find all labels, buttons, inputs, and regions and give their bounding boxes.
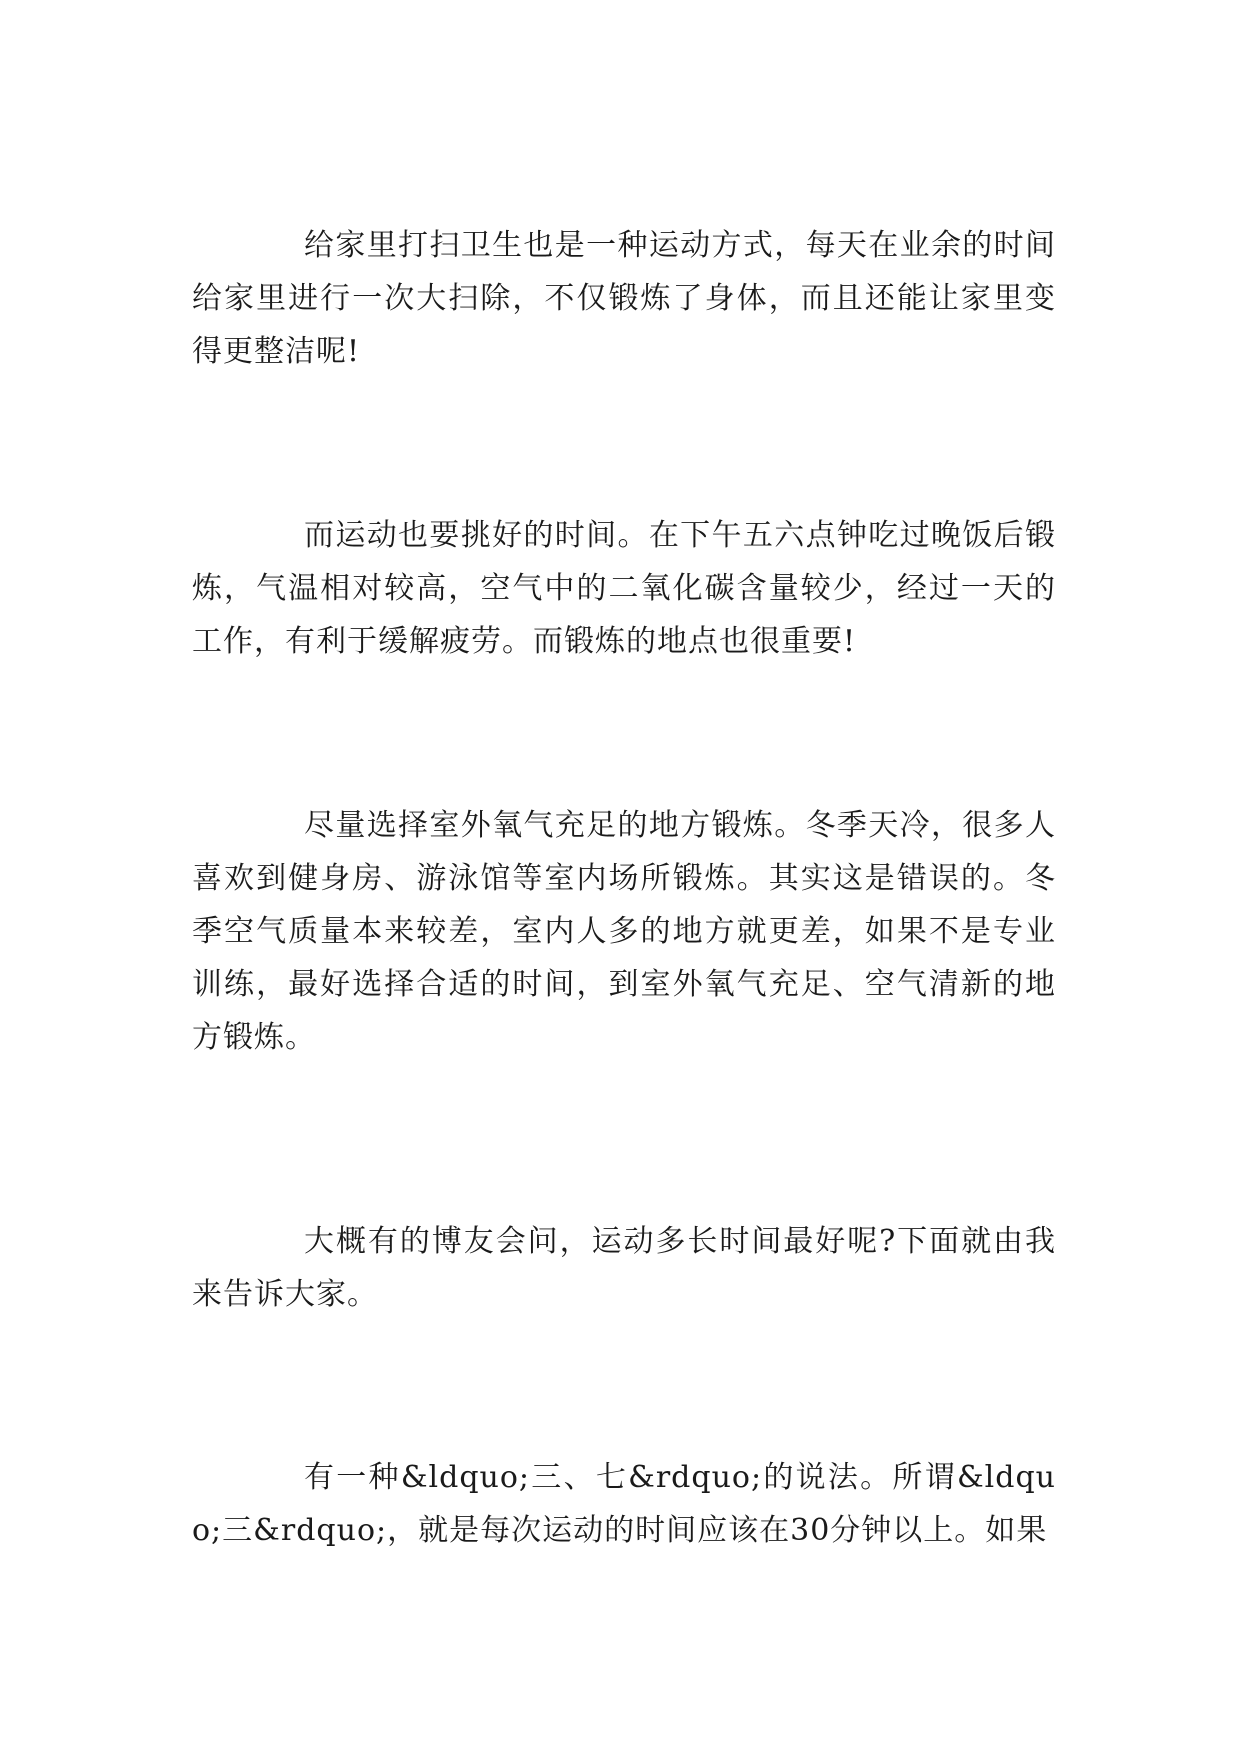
paragraph-housework-exercise: 给家里打扫卫生也是一种运动方式，每天在业余的时间给家里进行一次大扫除，不仅锻炼了身体，而且还能让家里变得更整洁呢! xyxy=(192,228,1056,369)
paragraph-exercise-time: 而运动也要挑好的时间。在下午五六点钟吃过晚饭后锻炼，气温相对较高，空气中的二氧化碳含量较少，经过一天的工作，有利于缓解疲劳。而锻炼的地点也很重要! xyxy=(192,518,1056,659)
paragraph-duration-question: 大概有的博友会问，运动多长时间最好呢?下面就由我来告诉大家。 xyxy=(192,1224,1056,1312)
paragraph-three-seven-rule: 有一种&ldquo;三、七&rdquo;的说法。所谓&ldquo;三&rdquo;，就是每次运动的时间应该在30分钟以上。如果 xyxy=(192,1460,1056,1548)
paragraph-outdoor-location: 尽量选择室外氧气充足的地方锻炼。冬季天冷，很多人喜欢到健身房、游泳馆等室内场所锻炼。其实这是错误的。冬季空气质量本来较差，室内人多的地方就更差，如果不是专业训练，最好选择合适的时间，到室外氧气充足、空气清新的地方锻炼。 xyxy=(192,808,1056,1055)
